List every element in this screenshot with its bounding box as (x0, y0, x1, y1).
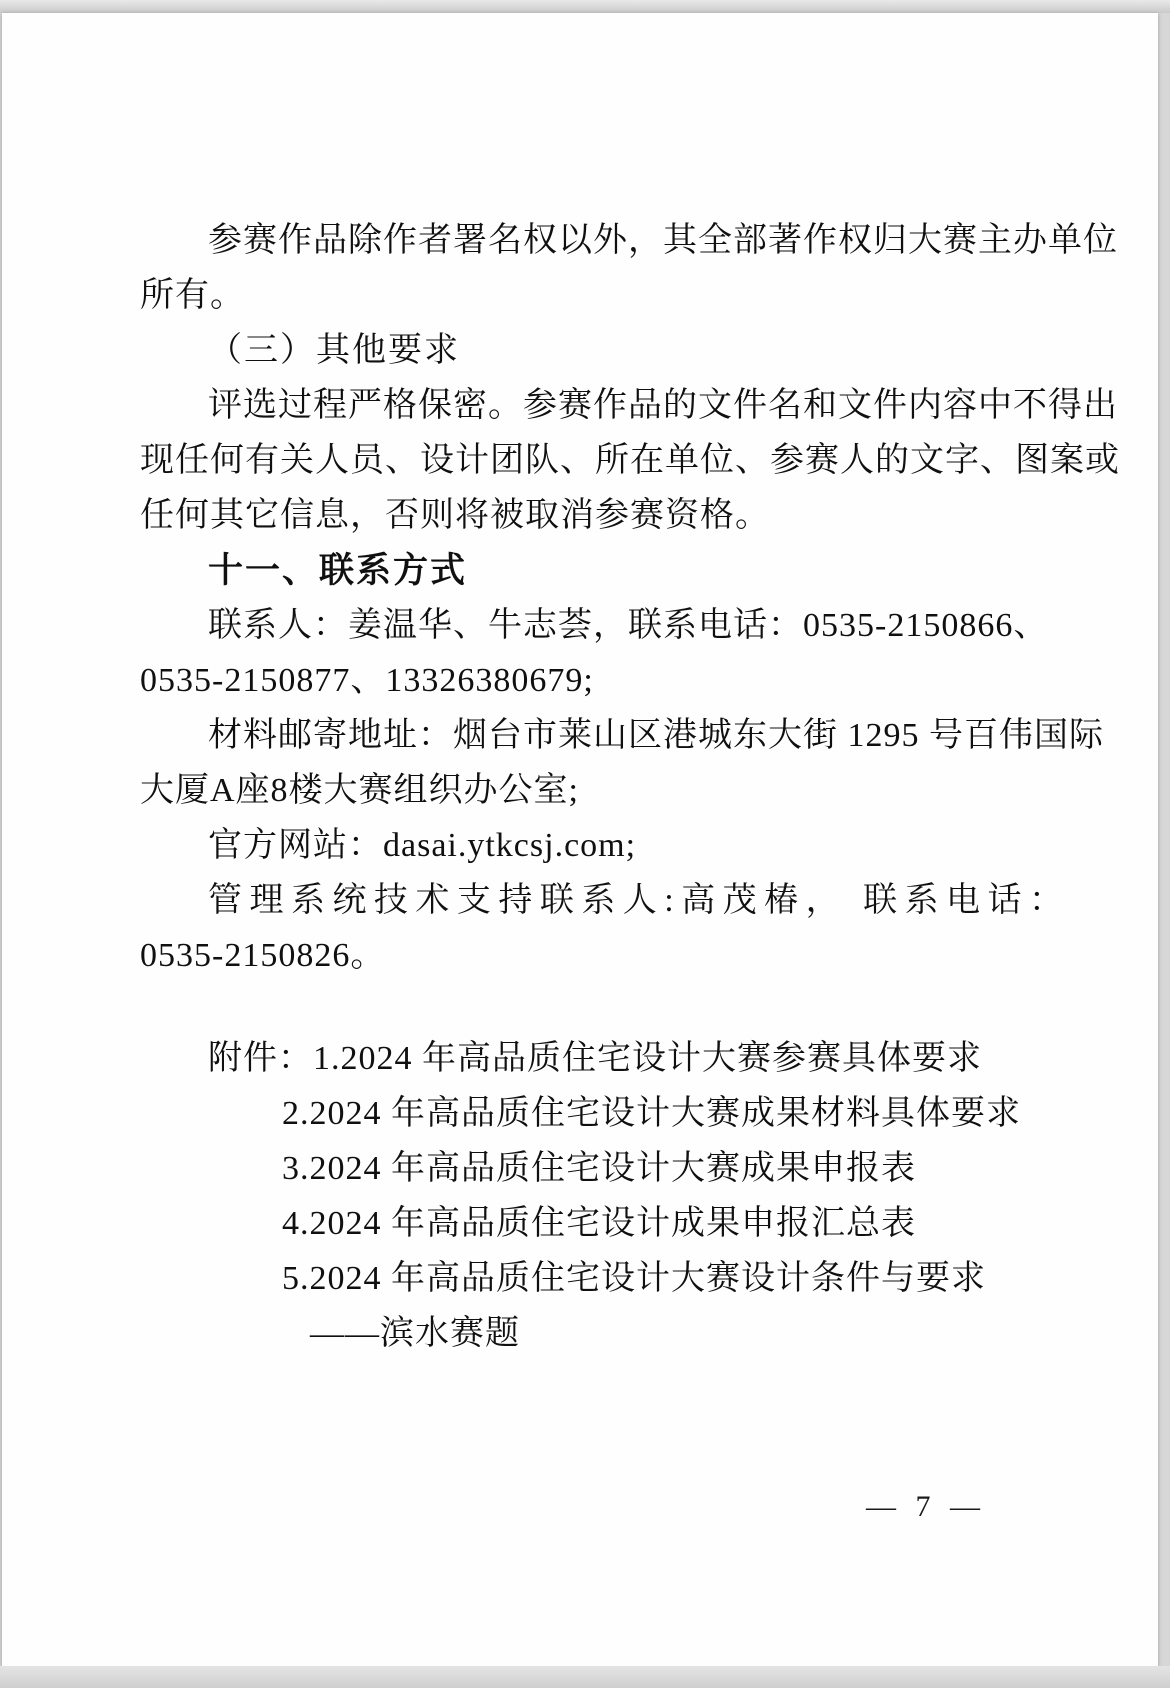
paragraph-confidential-line1: 评选过程严格保密。参赛作品的文件名和文件内容中不得出 (208, 387, 1118, 424)
attachments-list (140, 1031, 1032, 1361)
contact-persons-line1: 联系人：姜温华、牛志荟，联系电话：0535-2150866、 (208, 607, 1049, 644)
attachment-item-2: 2.2024 年高品质住宅设计大赛成果材料具体要求 (282, 1095, 1021, 1132)
paragraph-confidential-line3: 任何其它信息，否则将被取消参赛资格。 (140, 497, 770, 534)
attachment-item-1-text: 1.2024 年高品质住宅设计大赛参赛具体要求 (313, 1040, 982, 1077)
document-page (2, 13, 1158, 1666)
attachment-item-5-continuation: ——滨水赛题 (310, 1315, 520, 1352)
mailing-address-line2: 大厦A座8楼大赛组织办公室; (140, 772, 579, 809)
official-website-line: 官方网站：dasai.ytkcsj.com; (208, 827, 637, 864)
attachment-item-1 (140, 1031, 1032, 1086)
attachments-label: 附件： (208, 1040, 313, 1077)
page-number: — 7 — (866, 1490, 986, 1523)
attachment-item-3: 3.2024 年高品质住宅设计大赛成果申报表 (282, 1150, 916, 1187)
paragraph-confidential-line2: 现任何有关人员、设计团队、所在单位、参赛人的文字、图案或 (140, 442, 1120, 479)
heading-contact-info: 十一、联系方式 (208, 551, 468, 590)
viewer-chrome-bottom (0, 1666, 1170, 1688)
attachment-item-4: 4.2024 年高品质住宅设计成果申报汇总表 (282, 1205, 916, 1242)
tech-support-line1: 管理系统技术支持联系人:高茂椿， 联系电话： (208, 882, 1071, 919)
heading-other-requirements: （三）其他要求 (208, 332, 460, 369)
contact-persons-line2: 0535-2150877、13326380679; (140, 662, 594, 699)
mailing-address-line1: 材料邮寄地址：烟台市莱山区港城东大街 1295 号百伟国际 (208, 717, 1104, 754)
tech-support-line2: 0535-2150826。 (140, 937, 386, 974)
paragraph-copyright-line1: 参赛作品除作者署名权以外，其全部著作权归大赛主办单位 (208, 222, 1118, 259)
paragraph-copyright-line2: 所有。 (140, 277, 245, 314)
attachment-item-5: 5.2024 年高品质住宅设计大赛设计条件与要求 (282, 1260, 986, 1297)
viewer-chrome-top (0, 0, 1170, 13)
